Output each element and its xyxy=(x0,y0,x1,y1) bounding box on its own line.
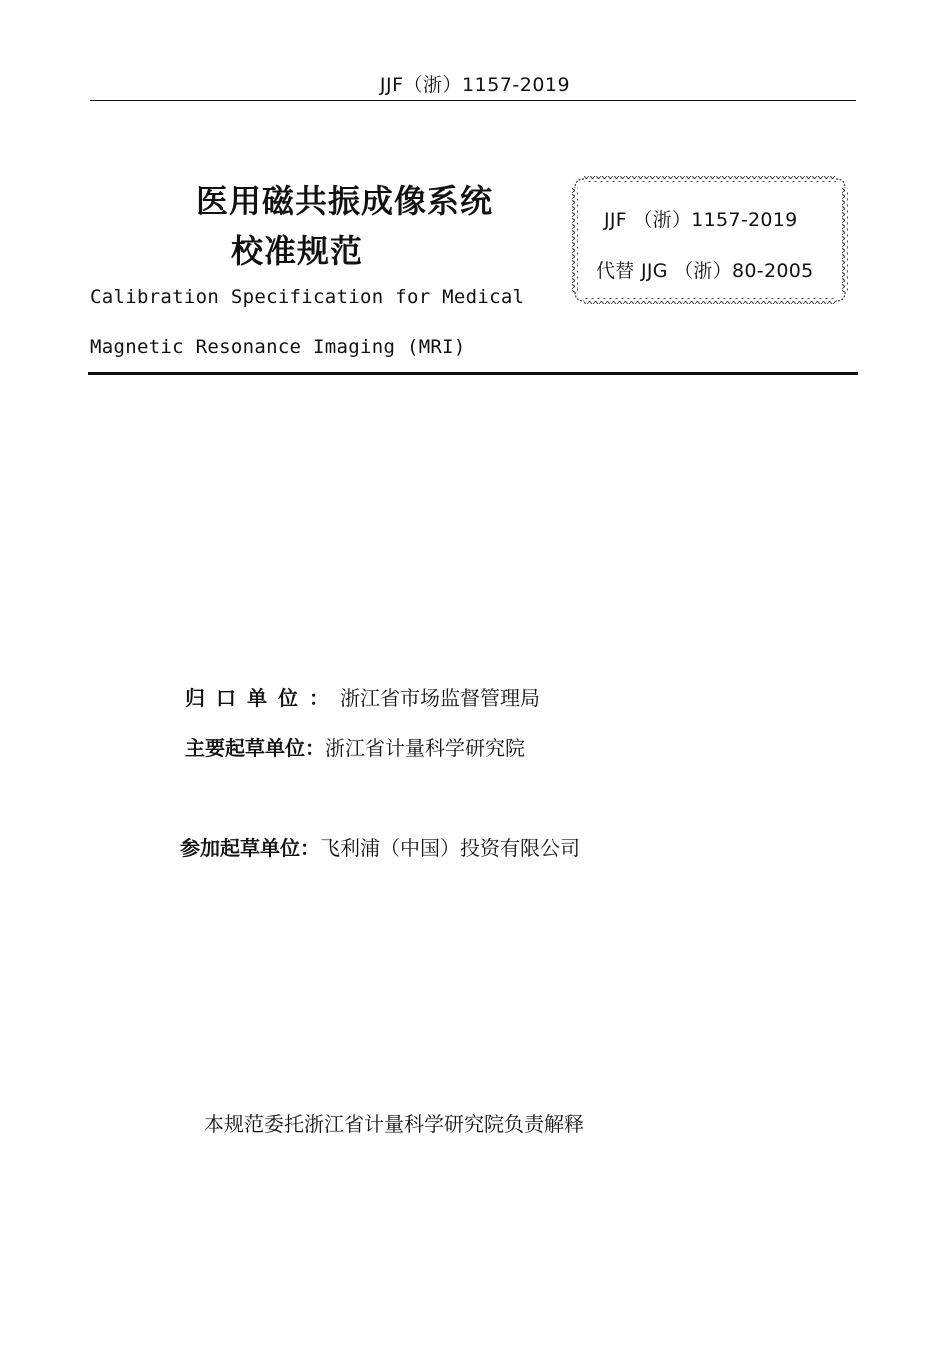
info-row-main-drafting-unit xyxy=(185,732,525,761)
header-document-code: JJF（浙）1157-2019 xyxy=(379,74,571,96)
title-divider xyxy=(88,372,858,375)
interpretation-note: 本规范委托浙江省计量科学研究院负责解释 xyxy=(204,1112,584,1136)
responsible-unit-value: 浙江省市场监督管理局 xyxy=(340,686,540,710)
replacement-code-box xyxy=(570,174,850,306)
replaced-standard-code: 代替 JJG （浙）80-2005 xyxy=(596,260,814,282)
main-drafting-unit-label: 主要起草单位： xyxy=(185,736,325,760)
info-row-participating-unit xyxy=(180,832,580,861)
title-zh-line1: 医用磁共振成像系统 xyxy=(196,182,494,220)
participating-unit-value: 飞利浦（中国）投资有限公司 xyxy=(320,836,580,860)
wavy-border-frame xyxy=(570,174,850,306)
title-zh-line2: 校准规范 xyxy=(231,232,364,270)
title-en-line2: Magnetic Resonance Imaging (MRI) xyxy=(90,336,466,358)
header-divider xyxy=(90,100,856,101)
responsible-unit-label: 归口单位： xyxy=(185,686,340,710)
current-standard-code: JJF （浙）1157-2019 xyxy=(604,209,798,231)
main-drafting-unit-value: 浙江省计量科学研究院 xyxy=(325,736,525,760)
title-en-line1: Calibration Specification for Medical xyxy=(90,286,525,308)
participating-unit-label: 参加起草单位： xyxy=(180,836,320,860)
info-row-responsible-unit xyxy=(185,682,540,711)
